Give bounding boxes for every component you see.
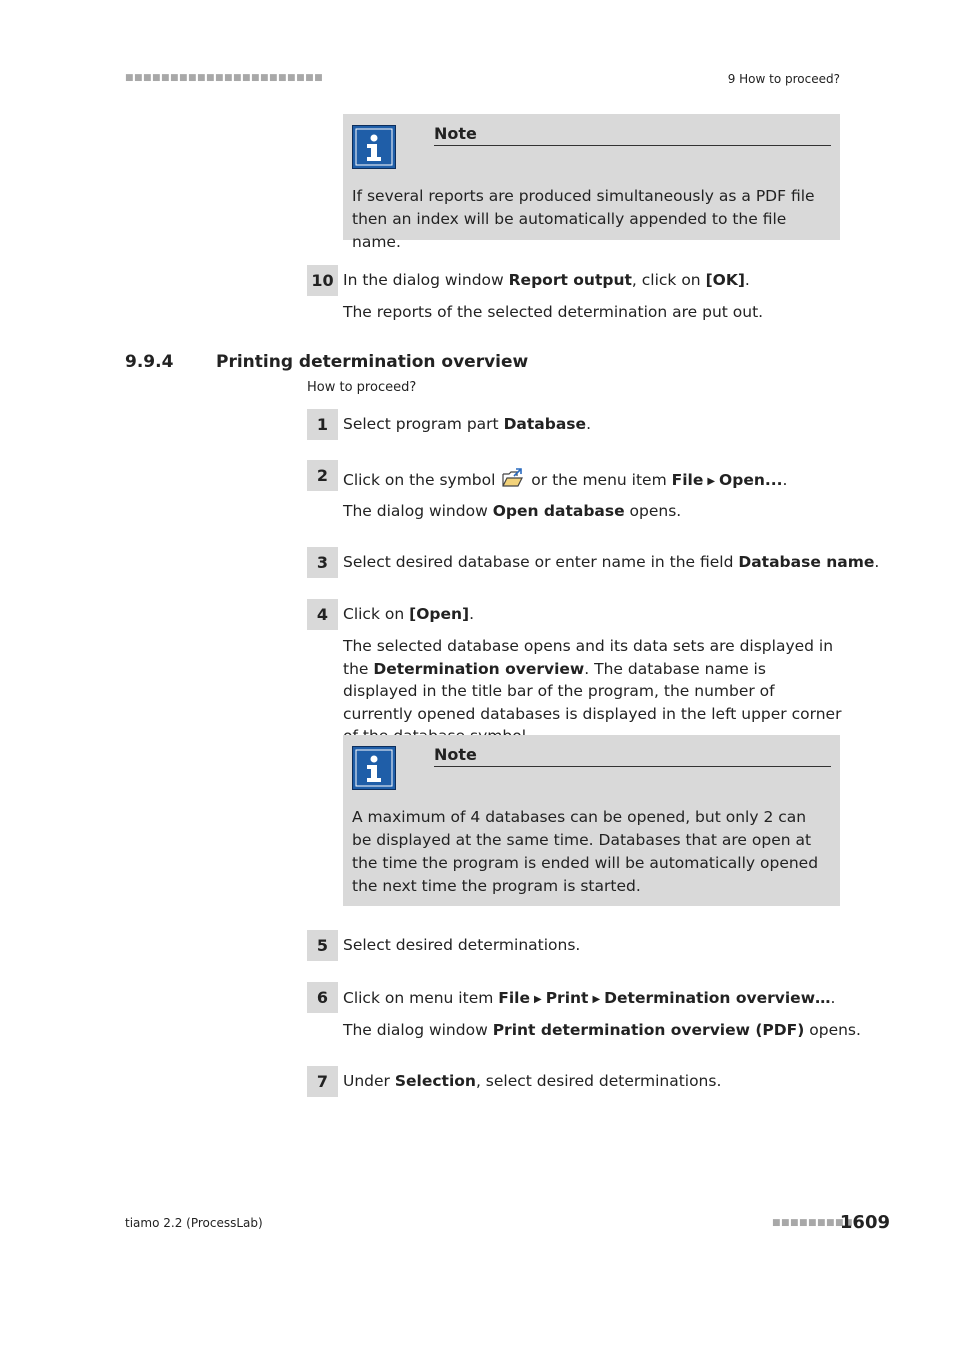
step-result: The selected database opens and its data sets are displayed in the Determination overview. The database name is displayed in the title bar of the program, the number of currently opened databases is displayed in the left upper corner: [343, 637, 842, 723]
step-number: 5: [307, 930, 338, 961]
section-title: Printing determination overview: [216, 352, 529, 372]
section-subtitle: How to proceed?: [307, 380, 417, 395]
note-text: If several reports are produced simultaneously as a PDF file then an index will be automatically appended to the file name.: [352, 187, 815, 251]
note-text: A maximum of 4 databases can be opened, but only 2 can be displayed at the same time. Databases that are open at the time the program is ended will be automatically opened the next time the program is started.: [352, 808, 819, 895]
step-text: Under Selection, select desired determinations.: [343, 1072, 722, 1090]
step-text: Select desired determinations.: [343, 936, 581, 954]
step-number: 10: [307, 265, 338, 296]
arrow-right-icon: ▶: [592, 994, 601, 1005]
step-number: 6: [307, 982, 338, 1013]
step-number: 7: [307, 1066, 338, 1097]
step-result: The dialog window Open database opens.: [343, 502, 682, 520]
note-box: [343, 735, 840, 906]
step-result: The dialog window Print determination overview (PDF) opens.: [343, 1021, 861, 1039]
arrow-right-icon: ▶: [707, 476, 716, 487]
step-text: Click on [Open].: [343, 605, 475, 623]
step-text: Click on menu item File ▶ Print ▶ Determination overview….: [343, 989, 836, 1007]
step-text: Click on the symbol or the menu item File ▶ Open....: [343, 468, 787, 494]
footer-marks: ■■■■■■■■■: [772, 1218, 854, 1228]
step-number: 4: [307, 599, 338, 630]
step-text: In the dialog window Report output, click on [OK].: [343, 271, 750, 289]
arrow-right-icon: ▶: [533, 994, 542, 1005]
step-text: Select desired database or enter name in the field Database name.: [343, 553, 880, 571]
note-title: Note: [434, 745, 831, 767]
info-icon: [352, 125, 396, 169]
info-icon: [352, 746, 396, 790]
page-number: 1609: [839, 1212, 890, 1233]
note-title: Note: [434, 124, 831, 146]
step-number: 3: [307, 547, 338, 578]
step-number: 2: [307, 460, 338, 491]
open-folder-icon: [502, 468, 524, 494]
step-number: 1: [307, 409, 338, 440]
step-result: The reports of the selected determination are put out.: [343, 303, 764, 321]
header-marks: ■■■■■■■■■■■■■■■■■■■■■■: [125, 73, 324, 83]
footer-product: tiamo 2.2 (ProcessLab): [125, 1216, 263, 1230]
note-box: [343, 114, 840, 251]
step-text: Select program part Database.: [343, 415, 591, 433]
section-number: 9.9.4: [125, 352, 174, 372]
header-chapter: 9 How to proceed?: [727, 72, 840, 86]
